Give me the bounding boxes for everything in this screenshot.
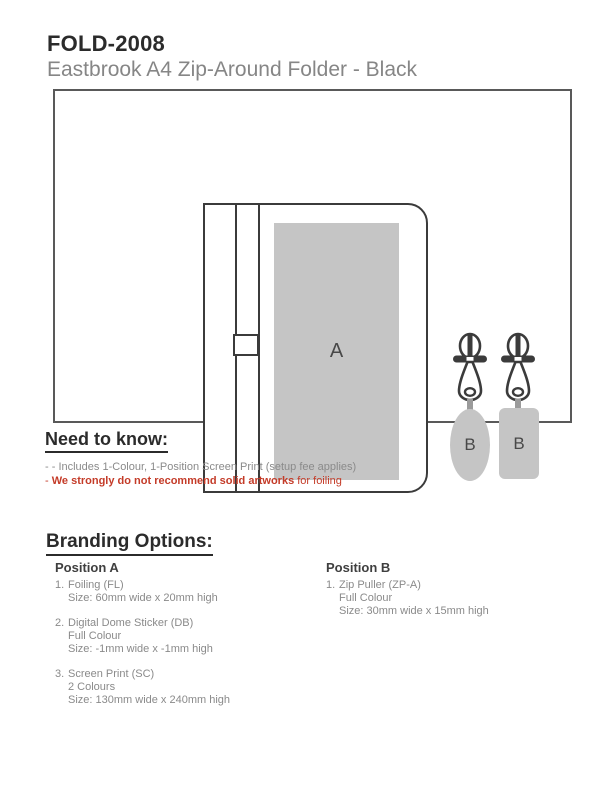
product-code: FOLD-2008 [47,31,165,56]
item-detail: 2 Colours [68,681,116,693]
branding-options-section [46,531,213,563]
zip-puller-icon [448,331,492,415]
branding-column-a [55,560,315,719]
zip-puller-icon [496,331,540,415]
item-detail: Full Colour [339,592,393,604]
branding-options-heading: Branding Options: [46,531,213,556]
branding-column-b [326,560,586,630]
warning-prefix: - [45,475,52,487]
item-detail: Size: 30mm wide x 15mm high [339,605,489,617]
need-to-know-line: - - Includes 1-Colour, 1-Position Screen Print (setup fee applies) [45,461,357,473]
position-b-marker: B [464,435,476,454]
branding-item [55,579,315,605]
position-b-title: Position B [326,560,391,575]
product-name: Eastbrook A4 Zip-Around Folder - Black [47,58,418,81]
item-name: Zip Puller (ZP-A) [339,579,421,591]
item-number: 1. [326,579,336,591]
item-number: 2. [55,617,65,629]
item-name: Screen Print (SC) [68,668,155,680]
warning-bold-text: We strongly do not recommend solid artworks [51,475,295,487]
zip-puller-tag-rect [499,408,539,479]
need-to-know-warning [45,474,356,488]
need-to-know-heading: Need to know: [45,429,168,453]
position-a-title: Position A [55,560,119,575]
item-name: Foiling (FL) [68,579,124,591]
item-detail: Size: 60mm wide x 20mm high [68,592,218,604]
item-name: Digital Dome Sticker (DB) [68,617,194,629]
need-to-know-section [45,429,356,488]
position-a-marker: A [329,340,344,362]
item-number: 3. [55,668,65,680]
zip-puller-tag-oval [450,409,490,481]
item-detail: Size: -1mm wide x -1mm high [68,643,213,655]
branding-item [55,617,315,656]
header [47,31,417,82]
warning-rest-text: for foiling [294,475,342,487]
item-detail: Size: 130mm wide x 240mm high [68,694,231,706]
branding-item [326,579,586,618]
branding-item [55,668,315,707]
position-b-marker: B [513,433,525,453]
item-detail: Full Colour [68,630,122,642]
item-number: 1. [55,579,65,591]
folder-zip-slider [233,334,259,356]
